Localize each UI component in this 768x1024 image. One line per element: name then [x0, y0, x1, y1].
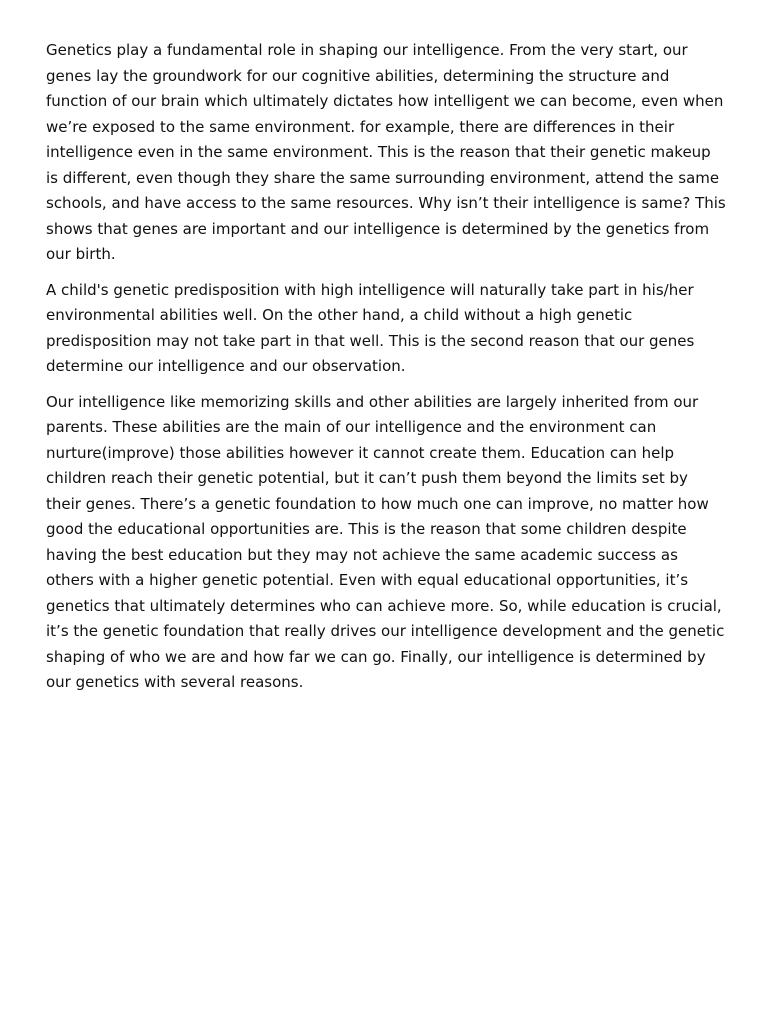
paragraph-3: Our intelligence like memorizing skills and other abilities are largely inherited from our parents. These abilities are the main of our intelligence and the environment can nurture(improve) those abilities however it cannot create them. Education can help children reach their genetic potential, but it can’t push them beyond the limits set by their genes. There’s a genetic foundation to how much one can improve, no matter how good the educational opportunities are. This is the reason that some children despite having the best education but they may not achieve the same academic success as others with a higher genetic potential. Even with equal educational opportunities, it’s genetics that ultimately determines who can achieve more. So, while education is crucial, it’s the genetic foundation that really drives our intelligence development and the genetic shaping of who we are and how far we can go. Finally, our intelligence is determined by our genetics with several reasons. — [46, 392, 725, 691]
paragraph-2: A child's genetic predisposition with high intelligence will naturally take part in his/her environmental abilities well. On the other hand, a child without a high genetic predisposition may not take part in that well. This is the second reason that our genes determine our intelligence and our observation. — [46, 280, 695, 375]
document-body — [46, 38, 726, 706]
paragraph-1: Genetics play a fundamental role in shaping our intelligence. From the very start, our genes lay the groundwork for our cognitive abilities, determining the structure and function of our brain which ultimately dictates how intelligent we can become, even when we’re exposed to the same environment. for example, there are differences in their intelligence even in the same environment. This is the reason that their genetic makeup is different, even though they share the same surrounding environment, attend the same schools, and have access to the same resources. Why isn’t their intelligence is same? This shows that genes are important and our intelligence is determined by the genetics from our birth. — [46, 41, 726, 263]
